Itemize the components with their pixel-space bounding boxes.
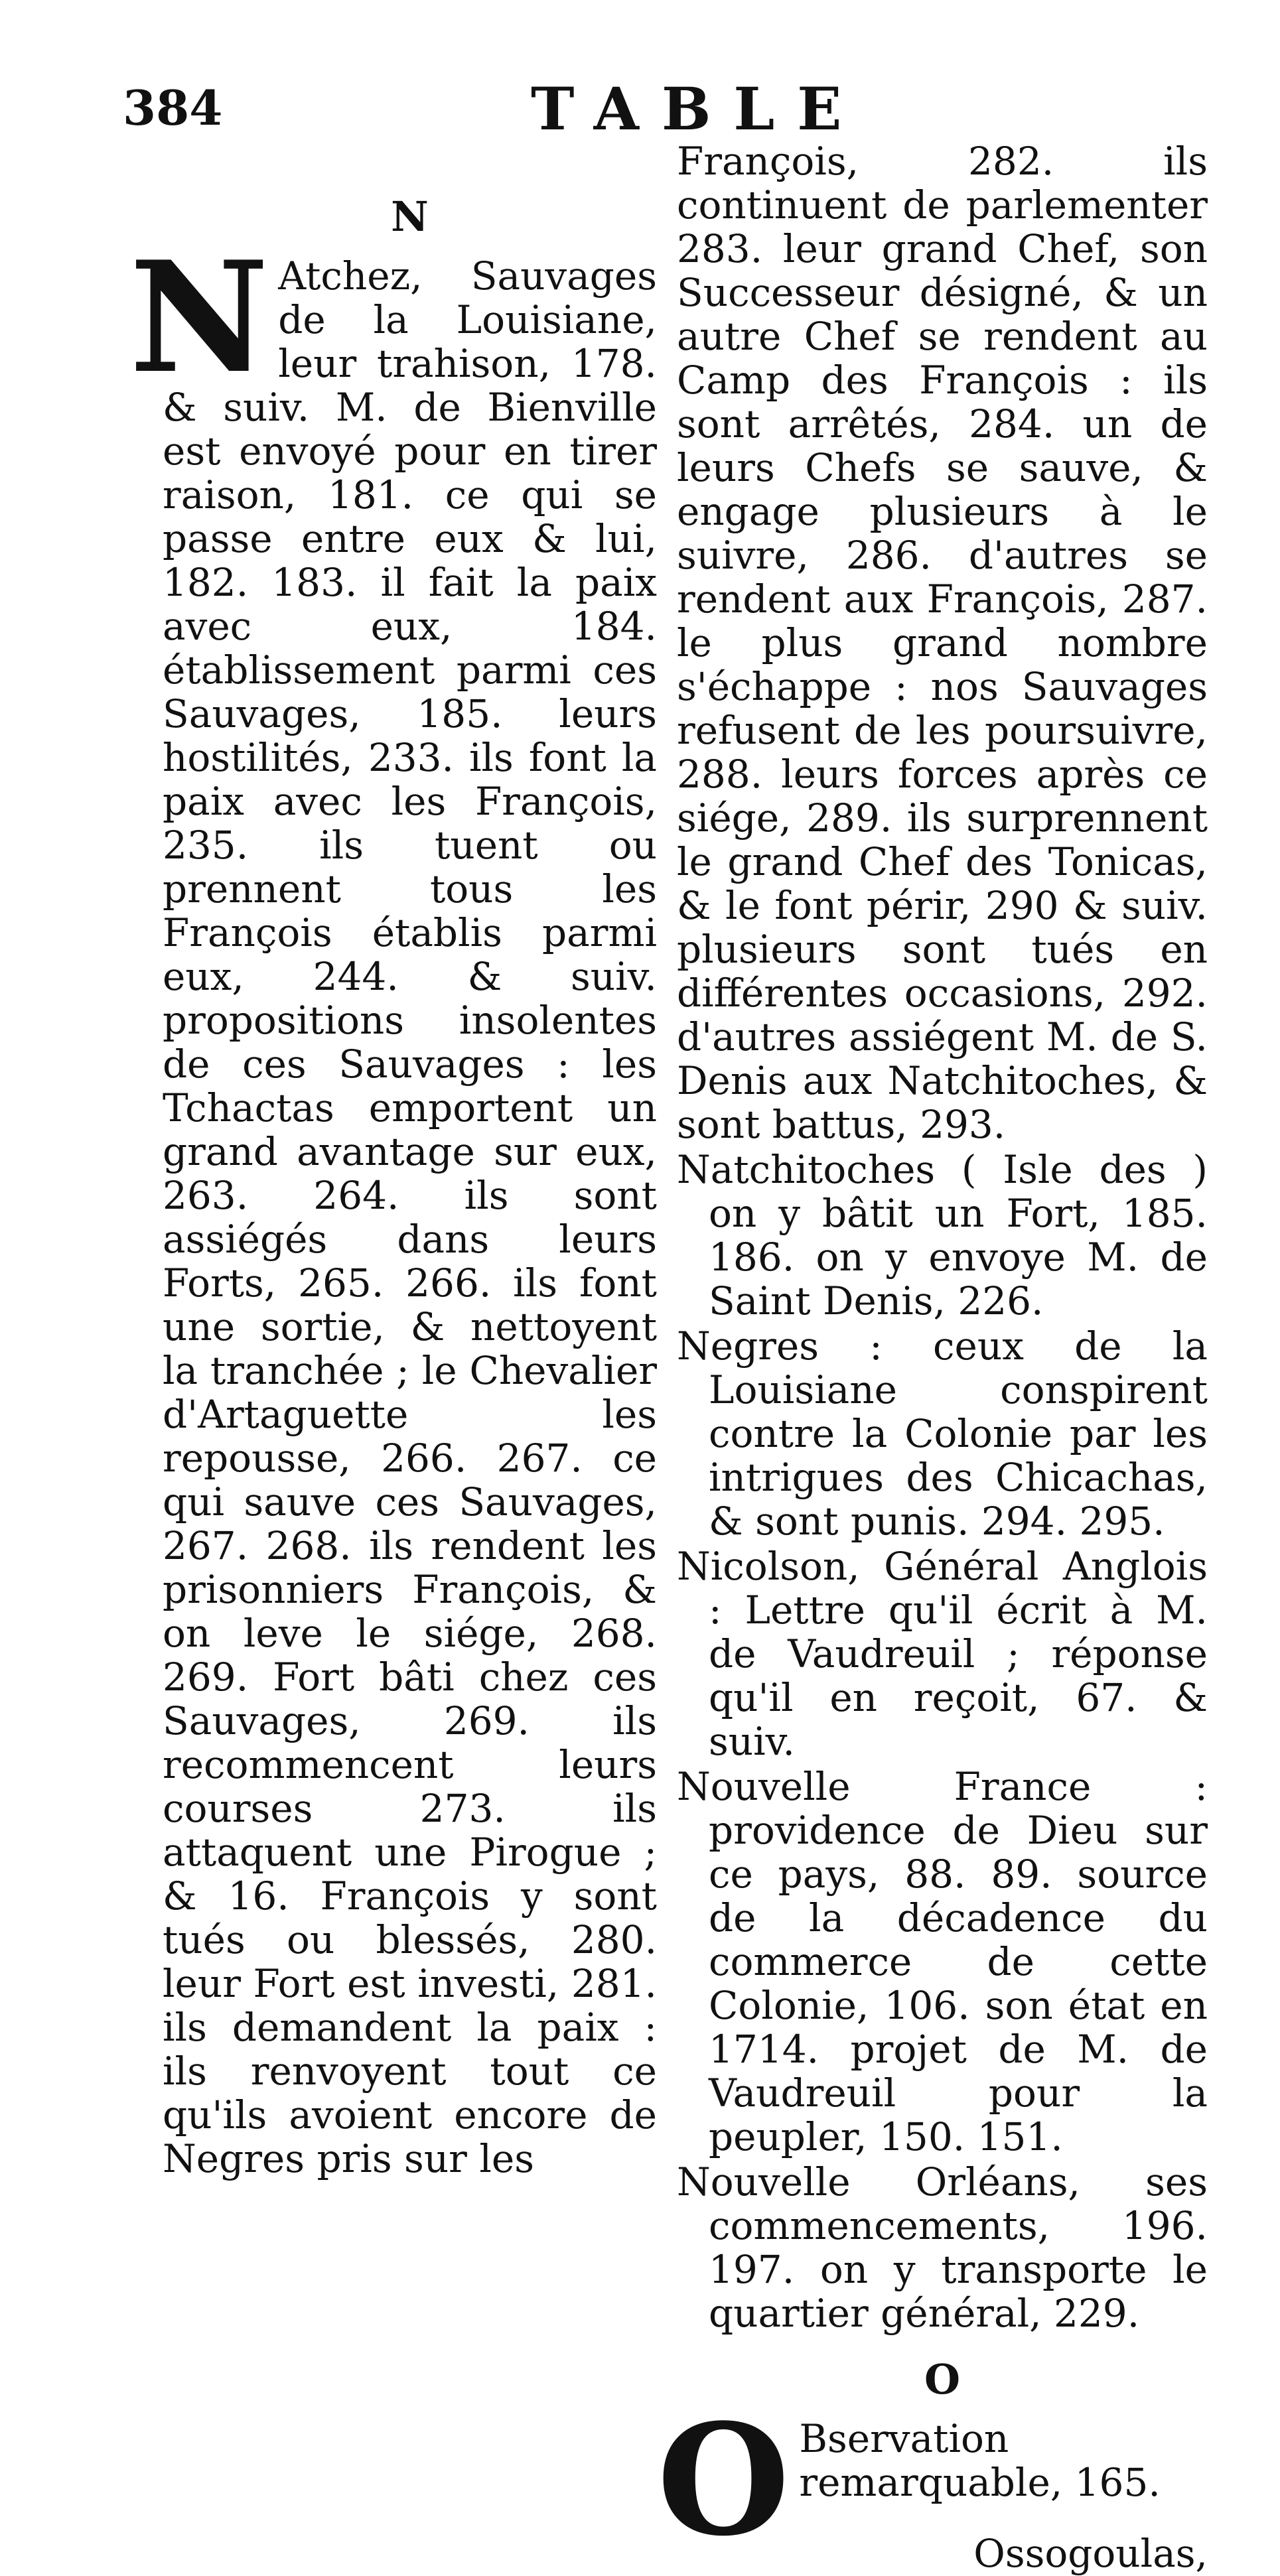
dropcap-o: O (657, 2391, 790, 2570)
index-column-right (657, 139, 1208, 2576)
index-column-left (129, 166, 657, 2182)
running-title: TABLE (531, 74, 865, 143)
index-entry: Nicolson, Général Anglois : Lettre qu'il écrit à M. de Vaudreuil ; réponse qu'il en reçoit, 67. & suiv. (677, 1544, 1208, 1764)
page-number: 384 (123, 80, 223, 136)
index-entry-natchez (129, 228, 657, 2181)
catchword: Ossogoulas, (973, 2531, 1208, 2576)
index-entry: Nouvelle France : providence de Dieu sur ce pays, 88. 89. source de la décadence du commerce de cette Colonie, 106. son état en 1714. projet de M. de Vaudreuil pour la peupler, 150. 151. (677, 1764, 1208, 2159)
index-entry: Negres : ceux de la Louisiane conspirent contre la Colonie par les intrigues des Chicachas, & sont punis. 294. 295. (677, 1323, 1208, 1544)
index-entry: Nouvelle Orléans, ses commencements, 196. 197. on y transporte le quartier général, 229. (677, 2159, 1208, 2336)
index-entry-observation-text: Bservation remarquable, 165. (799, 2416, 1161, 2505)
index-entry: Natchitoches ( Isle des ) on y bâtit un Fort, 185. 186. on y envoye M. de Saint Denis, 226. (677, 1147, 1208, 1323)
dropcap-n: N (129, 228, 269, 407)
index-entry-natchez-continued: François, 282. ils continuent de parlementer 283. leur grand Chef, son Successeur désigné, & un autre Chef se rendent au Camp des François : ils sont arrêtés, 284. un de leurs Chefs se sauve, & engage plusieurs à le suivre, 286. d'autres se rendent aux François, 287. le plus grand nombre s'échappe : nos Sauvages refusent de les poursuivre, 288. leurs forces après ce siége, 289. ils surprennent le grand Chef des Tonicas, & le font périr, 290 & suiv. plusieurs sont tués en différentes occasions, 292. d'autres assiégent M. de S. Denis aux Natchitoches, & sont battus, 293. (677, 139, 1208, 1147)
section-letter-o: O (924, 2355, 960, 2404)
section-letter-n: N (391, 192, 429, 241)
index-entry-natchez-text: Atchez, Sauvages de la Louisiane, leur trahison, 178. & suiv. M. de Bienville est envoyé pour en tirer raison, 181. ce qui se passe entre eux & lui, 182. 183. il fait la paix avec eux, 184. établissement parmi ces Sauvages, 185. leurs hostilités, 233. ils font la paix avec les François, 235. ils tuent ou prennent tous les François établis parmi eux, 244. & suiv. propositions insolentes de ces Sauvages : les Tchactas emportent un grand avantage sur eux, 263. 264. ils sont assiégés dans leurs Forts, 265. 266. ils font une sortie, & nettoyent la tranchée ; le Chevalier d'Artaguette les repousse, 266. 267. ce qui sauve ces Sauvages, 267. 268. ils rendent les prisonniers François, & on leve le siége, 268. 269. Fort bâti chez ces Sauvages, 269. ils recommencent leurs courses 273. ils attaquent une Pirogue ; & 16. François y sont tués ou blessés, 280. leur Fort est investi, 281. ils demandent la paix : ils renvoyent tout ce qu'ils avoient encore de Negres pris sur les (163, 253, 657, 2181)
